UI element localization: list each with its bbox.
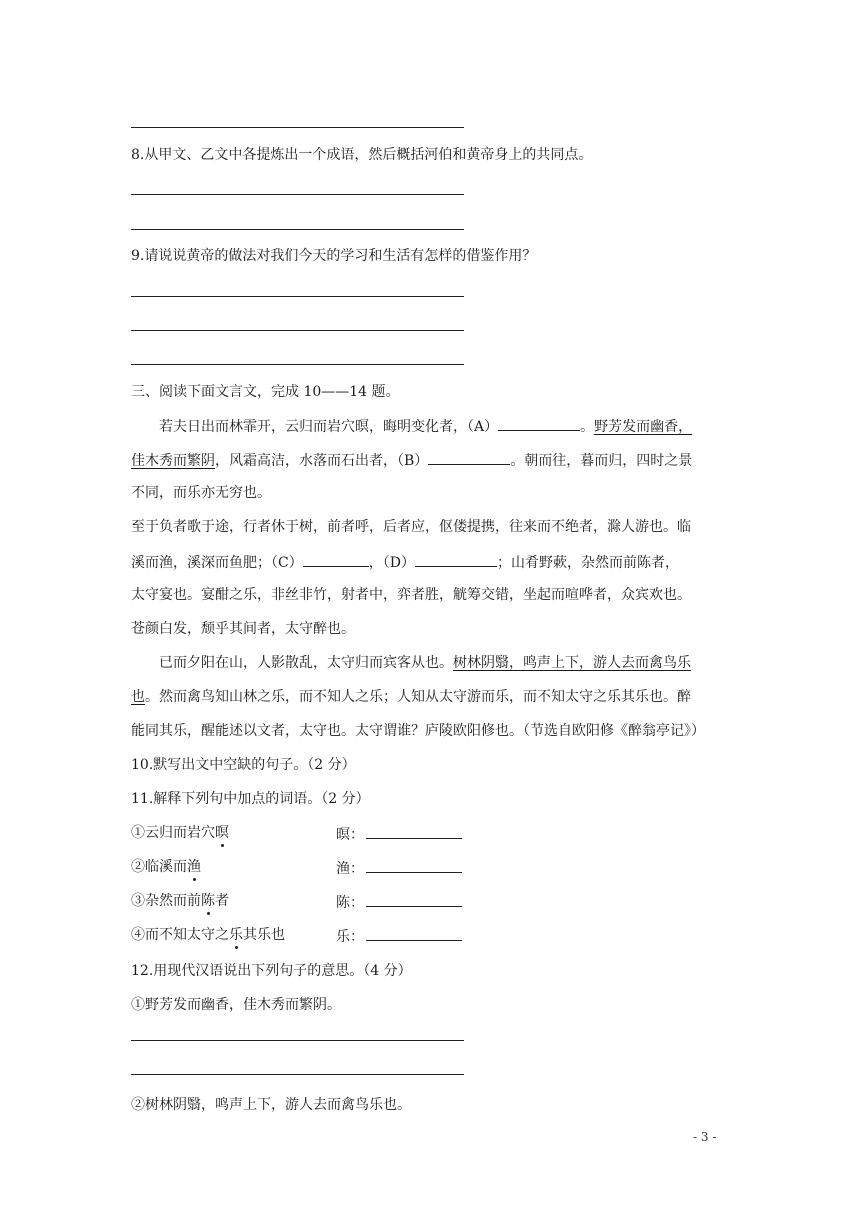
dotted-word: 暝 <box>215 825 229 841</box>
underlined-sentence: 野芳发而幽香， <box>594 419 693 435</box>
item-text: ①云归而岩穴 <box>131 825 215 841</box>
passage-line <box>131 688 691 706</box>
passage-text: ；山肴野蔌，杂然而前陈者， <box>496 555 679 571</box>
dotted-word: 渔 <box>187 859 201 875</box>
answer-line[interactable] <box>131 296 464 297</box>
item-text: 者 <box>215 893 229 909</box>
passage-line <box>131 450 692 470</box>
question-9: 9.请说说黄帝的做法对我们今天的学习和生活有怎样的借鉴作用？ <box>131 248 537 264</box>
item-text: 其乐也 <box>243 927 285 943</box>
passage-line: 苍颜白发，颓乎其间者，太守醉也。 <box>131 621 355 637</box>
question-8: 8.从甲文、乙文中各提炼出一个成语，然后概括河伯和黄帝身上的共同点。 <box>131 147 593 163</box>
answer-line[interactable] <box>131 1040 464 1041</box>
translate-sentence-1: ①野芳发而幽香，佳木秀而繁阴。 <box>131 997 341 1013</box>
answer-line[interactable] <box>131 194 464 195</box>
translate-sentence-2: ②树林阴翳，鸣声上下，游人去而禽鸟乐也。 <box>131 1097 411 1113</box>
passage-line <box>159 654 691 672</box>
vocab-answer-line[interactable] <box>366 824 462 839</box>
blank-d[interactable] <box>415 552 497 567</box>
vocab-answer <box>336 858 462 878</box>
item-text: ③杂然而前 <box>131 893 201 909</box>
vocab-item <box>131 892 229 910</box>
question-12: 12.用现代汉语说出下列句子的意思。（4 分） <box>131 963 412 979</box>
vocab-label: 陈： <box>336 895 364 911</box>
passage-text: ，风霜高洁，水落而石出者，（B） <box>215 453 429 469</box>
passage-text: 溪而渔，溪深而鱼肥；（C） <box>131 555 303 571</box>
passage-text: 。朝而往，暮而归，四时之景 <box>510 453 693 469</box>
passage-text: 若夫日出而林霏开，云归而岩穴暝，晦明变化者，（A） <box>159 419 499 435</box>
passage-text: 。 <box>580 419 595 435</box>
section-heading: 三、阅读下面文言文，完成 10——14 题。 <box>131 384 400 400</box>
vocab-answer-line[interactable] <box>366 858 462 873</box>
passage-line: 太守宴也。宴酣之乐，非丝非竹，射者中，弈者胜，觥筹交错，坐起而喧哗者，众宾欢也。 <box>131 587 691 603</box>
answer-line[interactable] <box>131 229 464 230</box>
vocab-answer <box>336 824 462 844</box>
underlined-sentence: 树林阴翳，鸣声上下，游人去而禽鸟乐 <box>453 655 691 671</box>
dotted-word: 乐 <box>229 927 243 943</box>
passage-line: 不同，而乐亦无穷也。 <box>131 485 271 501</box>
passage-line: 至于负者歌于途，行者休于树，前者呼，后者应，伛偻提携，往来而不绝者，滁人游也。临 <box>131 519 691 535</box>
passage-line <box>131 552 679 572</box>
vocab-label: 渔： <box>336 861 364 877</box>
answer-line[interactable] <box>131 330 464 331</box>
answer-line[interactable] <box>131 1074 464 1075</box>
passage-line: 能同其乐，醒能述以文者，太守也。太守谓谁？庐陵欧阳修也。（节选自欧阳修《醉翁亭记》） <box>131 723 705 739</box>
passage-text: 已而夕阳在山，人影散乱，太守归而宾客从也。 <box>159 655 453 671</box>
vocab-answer <box>336 926 462 946</box>
dotted-word: 陈 <box>201 893 215 909</box>
blank-c[interactable] <box>303 552 369 567</box>
blank-a[interactable] <box>498 416 580 431</box>
passage-text: 。然而禽鸟知山林之乐，而不知人之乐；人知从太守游而乐，而不知太守之乐其乐也。醉 <box>145 689 691 705</box>
item-text: ④而不知太守之 <box>131 927 229 943</box>
vocab-item <box>131 926 285 944</box>
answer-line[interactable] <box>131 127 464 128</box>
question-11: 11.解释下列句中加点的词语。（2 分） <box>131 791 370 807</box>
vocab-label: 乐： <box>336 929 364 945</box>
question-10: 10.默写出文中空缺的句子。（2 分） <box>131 757 356 773</box>
vocab-label: 暝： <box>336 827 364 843</box>
underlined-sentence: 也 <box>131 689 145 705</box>
vocab-answer-line[interactable] <box>366 926 462 941</box>
underlined-sentence: 佳木秀而繁阴 <box>131 453 215 469</box>
page-number: - 3 - <box>693 1130 717 1144</box>
passage-text: ，（D） <box>368 555 415 571</box>
vocab-answer <box>336 892 462 912</box>
answer-line[interactable] <box>131 364 464 365</box>
blank-b[interactable] <box>428 450 510 465</box>
vocab-item <box>131 858 201 876</box>
vocab-item <box>131 824 229 842</box>
passage-line <box>159 416 692 436</box>
vocab-answer-line[interactable] <box>366 892 462 907</box>
item-text: ②临溪而 <box>131 859 187 875</box>
